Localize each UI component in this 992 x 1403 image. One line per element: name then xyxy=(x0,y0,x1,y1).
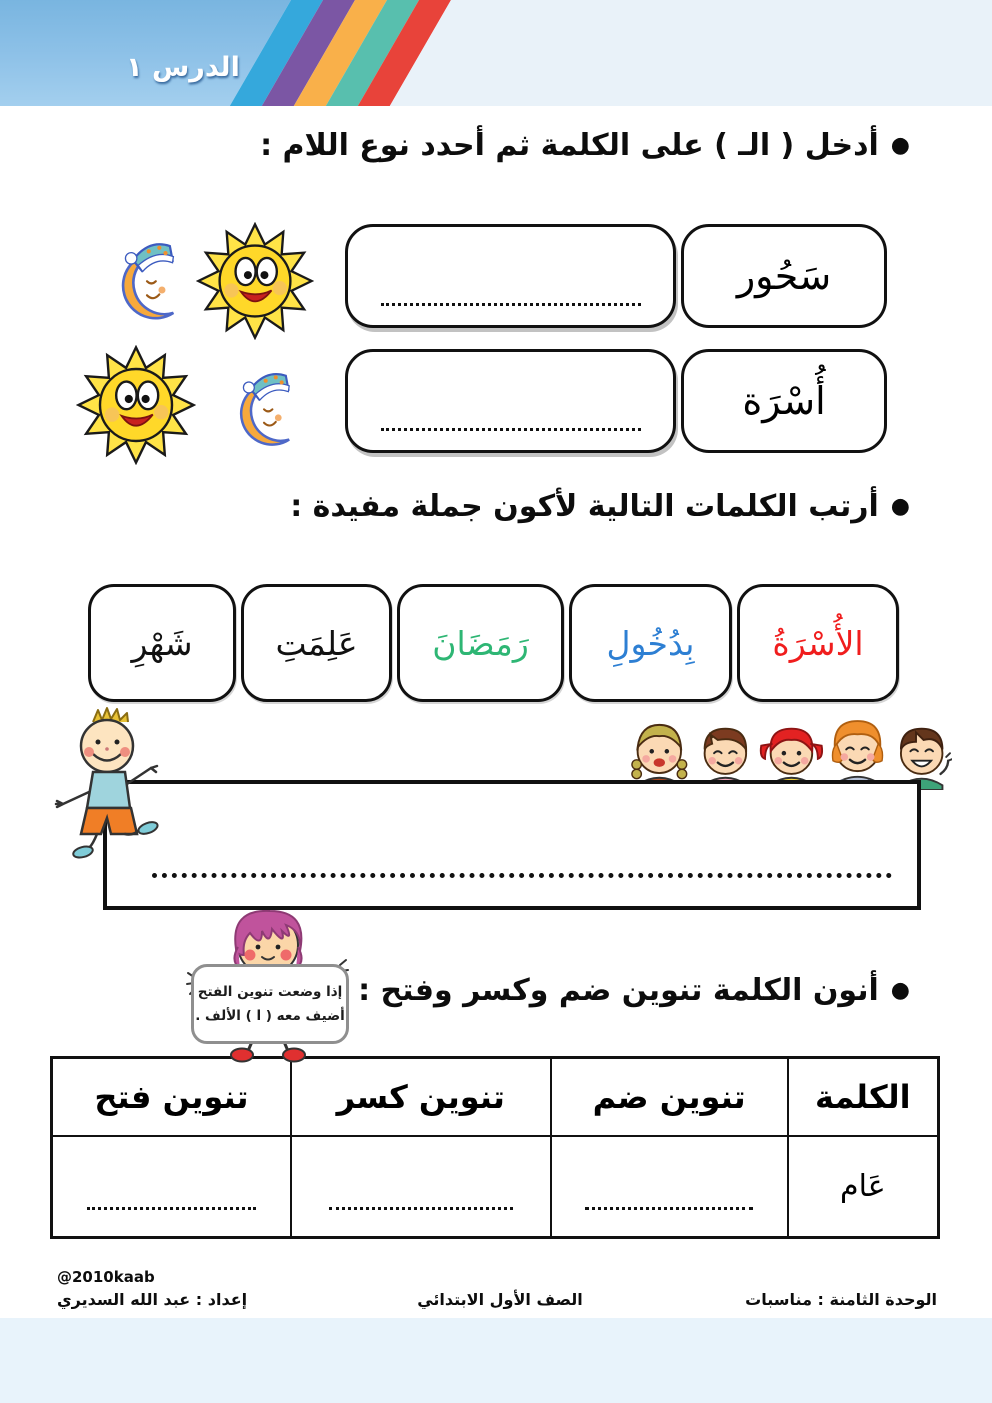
instruction-arrange-words xyxy=(290,489,910,524)
hint-line-1: إذا وضعت تنوين الفتح xyxy=(197,983,343,1000)
col-header-tanween-kasr: تنوين كسر xyxy=(291,1058,551,1137)
instruction-tanween xyxy=(358,973,910,1008)
cell-word-aam: عَام xyxy=(788,1136,939,1238)
tanween-hint-sign xyxy=(191,964,349,1044)
instruction-arrange-words-text: أرتب الكلمات التالية لأكون جملة مفيدة : xyxy=(290,489,879,524)
unit-label: الوحدة الثامنة : مناسبات xyxy=(745,1290,937,1309)
social-handle: @2010kaab xyxy=(57,1268,155,1286)
word-card-shahr[interactable] xyxy=(88,584,236,702)
answer-dotted-line-row1[interactable] xyxy=(381,246,641,306)
bullet-icon: ● xyxy=(890,493,910,519)
answer-dotted-line-row2[interactable] xyxy=(381,371,641,431)
word-box-sahur xyxy=(681,224,887,328)
answer-box-row1[interactable] xyxy=(345,224,676,328)
boy-illustration xyxy=(45,700,195,868)
word-card-bidukhul-text: بِدُخُولِ xyxy=(606,623,695,663)
header-light-area xyxy=(390,0,992,106)
tanween-table xyxy=(50,1056,940,1239)
kids-illustration xyxy=(612,706,952,790)
col-header-tanween-fath: تنوين فتح xyxy=(52,1058,291,1137)
sun-icon xyxy=(76,345,196,465)
col-header-tanween-damm: تنوين ضم xyxy=(551,1058,788,1137)
word-card-alimat-text: عَلِمَتِ xyxy=(275,623,358,663)
sentence-answer-box[interactable] xyxy=(103,780,921,910)
dotted-line[interactable] xyxy=(585,1207,753,1210)
word-sahur: سَحُور xyxy=(736,254,832,298)
word-card-ramadan-text: رَمَضَانَ xyxy=(432,623,529,663)
answer-box-row2[interactable] xyxy=(345,349,676,453)
word-card-bidukhul[interactable] xyxy=(569,584,732,702)
moon-icon xyxy=(222,362,306,460)
word-box-usra xyxy=(681,349,887,453)
word-card-alusra[interactable] xyxy=(737,584,899,702)
moon-icon xyxy=(103,232,191,334)
cell-tanween-damm-blank[interactable] xyxy=(551,1136,788,1238)
instruction-add-al-text: أدخل ( الـ ) على الكلمة ثم أحدد نوع اللام : xyxy=(260,128,879,163)
sentence-dotted-line[interactable] xyxy=(152,873,892,878)
table-row xyxy=(52,1136,939,1238)
word-card-alimat[interactable] xyxy=(241,584,392,702)
header-band xyxy=(0,0,992,106)
instruction-tanween-text: أنون الكلمة تنوين ضم وكسر وفتح : xyxy=(358,973,879,1008)
bullet-icon: ● xyxy=(890,977,910,1003)
col-header-word: الكلمة xyxy=(788,1058,939,1137)
sun-icon xyxy=(196,222,314,340)
instruction-add-al xyxy=(260,128,910,163)
dotted-line[interactable] xyxy=(87,1207,256,1210)
cell-tanween-kasr-blank[interactable] xyxy=(291,1136,551,1238)
lesson-label: الدرس ١ xyxy=(126,52,240,83)
grade-label: الصف الأول الابتدائي xyxy=(417,1290,583,1309)
footer-band xyxy=(0,1318,992,1403)
word-usra: أُسْرَة xyxy=(742,379,826,423)
word-card-ramadan[interactable] xyxy=(397,584,564,702)
word-card-shahr-text: شَهْرِ xyxy=(131,623,193,663)
hint-line-2: أضيف معه ( ا ) الألف . xyxy=(195,1008,345,1024)
word-card-alusra-text: الأُسْرَةُ xyxy=(772,623,864,663)
cell-tanween-fath-blank[interactable] xyxy=(52,1136,291,1238)
author-credit: إعداد : عبد الله السديري xyxy=(57,1290,248,1309)
table-header-row xyxy=(52,1058,939,1137)
dotted-line[interactable] xyxy=(329,1207,513,1210)
bullet-icon: ● xyxy=(890,132,910,158)
